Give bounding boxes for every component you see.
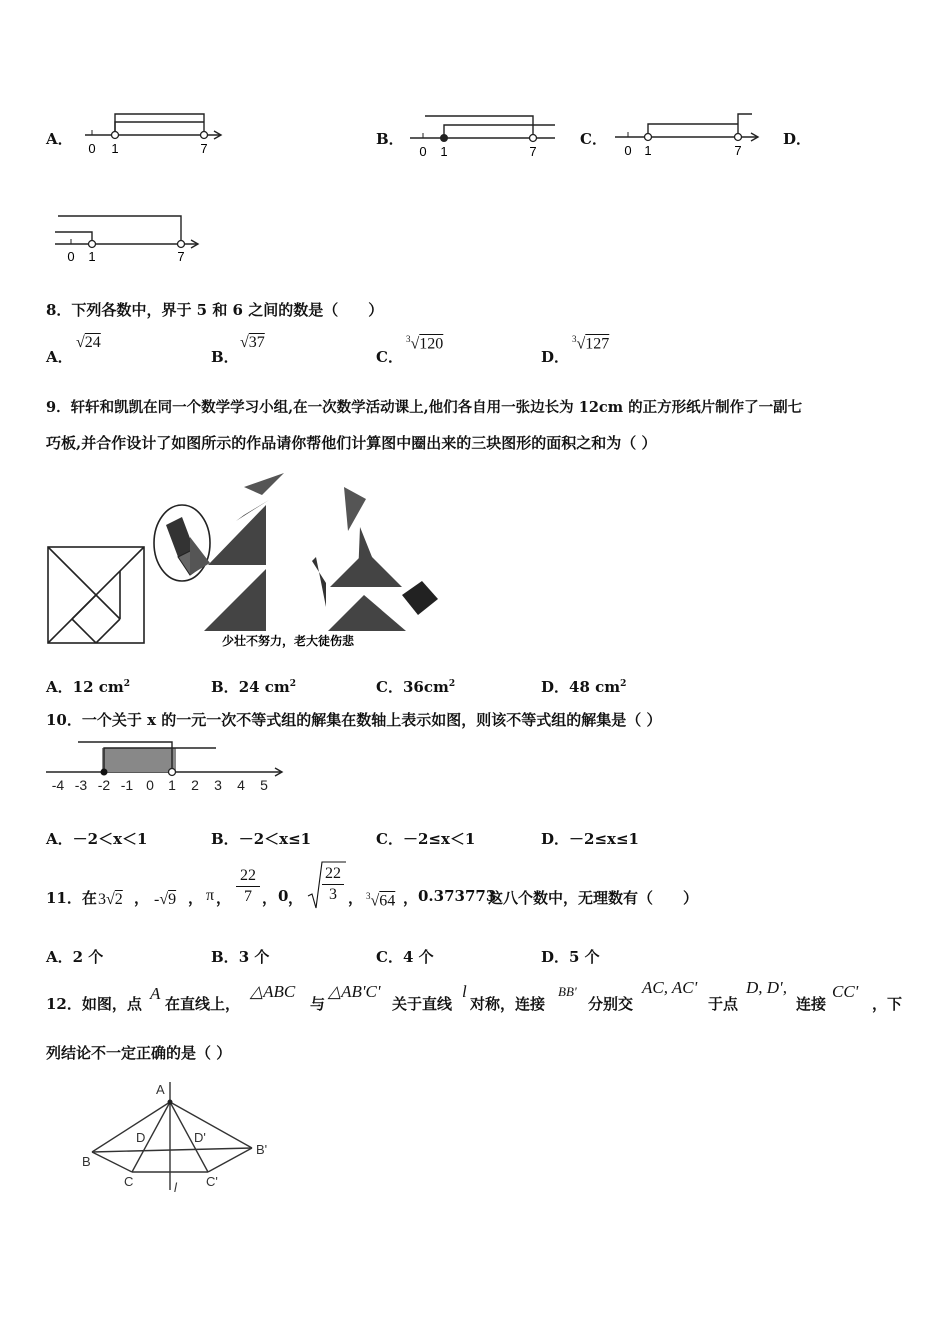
value: 24 cm xyxy=(238,678,290,696)
q7-option-d-numberline xyxy=(50,208,210,263)
tick: 2 xyxy=(191,777,199,793)
q11-fraction xyxy=(236,866,260,907)
root-index: 3 xyxy=(406,334,411,344)
separator: ， xyxy=(262,889,278,907)
q7-option-b-label[interactable]: B． xyxy=(376,130,404,148)
q12-t9: ，下 xyxy=(872,995,903,1013)
radicand: 120 xyxy=(419,335,444,353)
label: D． xyxy=(541,678,570,696)
label: B． xyxy=(211,678,239,696)
q7-option-c-label[interactable]: C． xyxy=(580,130,607,148)
sign: - xyxy=(154,891,160,908)
q8-option-d-value: $^3$√127 xyxy=(572,334,610,353)
label-c: C xyxy=(124,1174,134,1189)
tick: 1 xyxy=(168,777,176,793)
separator: ， xyxy=(216,889,232,907)
q11-neg-root-nine: -√9 xyxy=(154,891,177,908)
label: C． xyxy=(376,830,403,848)
denominator: 7 xyxy=(236,886,260,907)
q12-segment-bbp: BB' xyxy=(558,984,577,999)
tick-1: 1 xyxy=(88,249,96,264)
tick-0: 0 xyxy=(624,143,632,158)
label-bp: B' xyxy=(256,1142,268,1157)
q11-zero: 0 xyxy=(278,887,289,905)
tangram-square xyxy=(48,547,144,643)
radicand: 37 xyxy=(248,334,265,351)
value: －2≤x＜1 xyxy=(402,830,476,848)
q12-segment-ccp: CC' xyxy=(832,982,859,1001)
q8-option-c-label[interactable]: C． xyxy=(376,348,403,366)
q8-option-d-label[interactable]: D． xyxy=(541,348,570,366)
value: 36cm xyxy=(402,678,449,696)
separator: ， xyxy=(348,889,364,907)
q11-three-root-two: 3√2 xyxy=(98,891,123,908)
numerator: 22 xyxy=(325,865,341,882)
value: 4 个 xyxy=(402,948,434,966)
tick-1: 1 xyxy=(440,144,448,159)
tick-0: 0 xyxy=(419,144,427,159)
q7-option-a-numberline xyxy=(80,108,240,158)
piece-head xyxy=(244,473,284,495)
value: 3 个 xyxy=(238,948,270,966)
tick-1: 1 xyxy=(111,141,119,156)
tick: 5 xyxy=(260,777,268,793)
tick: -4 xyxy=(51,777,65,793)
label: C． xyxy=(376,948,403,966)
q9-caption: 少壮不努力，老大徒伤悲 xyxy=(222,634,355,648)
q12-t1: 12．如图，点 xyxy=(46,995,142,1013)
tick: -2 xyxy=(97,777,111,793)
q11-option-a[interactable] xyxy=(46,946,103,967)
piece-mid-right xyxy=(330,551,402,587)
solid-endpoint xyxy=(101,769,108,776)
q12-points-d: D, D', xyxy=(746,978,787,997)
q12-t7: 于点 xyxy=(708,995,739,1013)
q8-stem: 8．下列各数中，界于 5 和 6 之间的数是（ ） xyxy=(46,301,384,319)
q10-option-a[interactable] xyxy=(46,828,147,849)
tick: 0 xyxy=(146,777,154,793)
q12-t5: 对称，连接 xyxy=(470,995,546,1013)
label: B． xyxy=(211,948,239,966)
q9-option-c[interactable] xyxy=(376,676,455,697)
value: 48 cm xyxy=(569,678,621,696)
tick-7: 7 xyxy=(177,249,185,264)
q10-numberline xyxy=(44,736,294,796)
q12-t8: 连接 xyxy=(796,995,827,1013)
q7-option-d-label[interactable]: D． xyxy=(783,130,812,148)
q7-option-c-numberline xyxy=(610,108,770,158)
q11-decimal: 0.373773 xyxy=(418,887,497,905)
q12-t3: 与 xyxy=(310,995,326,1013)
radicand: 9 xyxy=(168,891,177,908)
piece-arm-right xyxy=(312,557,326,607)
q9-stem-line1: 9．轩轩和凯凯在同一个数学学习小组,在一次数学活动课上,他们各自用一张边长为 12cm 的正方形纸片制作了一副七 xyxy=(46,399,803,416)
q7-option-b-numberline xyxy=(405,108,565,158)
radicand: 24 xyxy=(84,334,101,351)
q9-tangram-figure xyxy=(44,465,444,655)
tick: -1 xyxy=(120,777,134,793)
separator: ， xyxy=(288,889,304,907)
coef: 3 xyxy=(98,891,106,908)
label-d: D xyxy=(136,1130,146,1145)
q12-t6: 分别交 xyxy=(588,995,634,1013)
q12-t2: 在直线上， xyxy=(165,995,241,1013)
piece-body-upper xyxy=(208,505,266,565)
tick-1: 1 xyxy=(644,143,652,158)
q10-stem: 10．一个关于 x 的一元一次不等式组的解集在数轴上表示如图，则该不等式组的解集是（ ） xyxy=(46,711,662,729)
tick: 3 xyxy=(214,777,222,793)
label-cp: C' xyxy=(206,1174,218,1189)
q8-option-a-value: √24 xyxy=(76,334,101,351)
label: D． xyxy=(541,948,570,966)
label: A． xyxy=(46,830,73,848)
q11-option-b[interactable] xyxy=(211,946,269,967)
value: －2＜x≤1 xyxy=(238,830,312,848)
q12-segments-ac: AC, AC' xyxy=(642,978,698,997)
q11-cube-root-64: $^3$√64 xyxy=(366,891,396,910)
label: A． xyxy=(46,948,73,966)
q11-suffix: 这八个数中，无理数有（ ） xyxy=(488,889,699,907)
label-l: l xyxy=(174,1180,177,1195)
sup: 2 xyxy=(448,679,456,689)
radicand: 2 xyxy=(114,891,123,908)
value: 5 个 xyxy=(569,948,600,966)
q10-option-b[interactable] xyxy=(211,828,311,849)
sup: 2 xyxy=(123,679,131,689)
root-index: 3 xyxy=(366,891,371,901)
q11-option-c[interactable] xyxy=(376,946,434,967)
tick-0: 0 xyxy=(67,249,75,264)
open-endpoint xyxy=(169,769,176,776)
q11-option-d[interactable] xyxy=(541,946,600,967)
label-b: B xyxy=(82,1154,91,1169)
piece-small-triangle xyxy=(190,537,210,575)
piece-head-right xyxy=(344,487,366,531)
value: 12 cm xyxy=(72,678,124,696)
radicand: 127 xyxy=(585,335,610,353)
tick: -3 xyxy=(74,777,88,793)
q8-option-b-label[interactable]: B． xyxy=(211,348,239,366)
q12-line-l: l xyxy=(462,982,467,1001)
q8-option-a-label[interactable]: A． xyxy=(46,348,73,366)
separator: ， xyxy=(134,889,150,907)
q9-option-a[interactable] xyxy=(46,676,130,697)
seg-bpcp xyxy=(208,1148,252,1172)
radicand: 64 xyxy=(379,892,396,910)
label: A． xyxy=(46,678,73,696)
numerator: 22 xyxy=(240,867,256,884)
piece-base-right xyxy=(328,595,406,631)
q11-sqrt-fraction xyxy=(306,860,346,910)
label: C． xyxy=(376,678,403,696)
sup: 2 xyxy=(620,679,627,689)
separator: ， xyxy=(403,889,419,907)
q11-prefix: 11．在 xyxy=(46,889,97,907)
seg-bbp xyxy=(92,1148,252,1152)
piece-square-right xyxy=(402,581,438,615)
q12-line2: 列结论不一定正确的是（ ） xyxy=(46,1044,232,1062)
separator: ， xyxy=(188,889,204,907)
q12-point-a: A xyxy=(150,984,161,1003)
tick-0: 0 xyxy=(88,141,96,156)
tick-7: 7 xyxy=(734,143,742,158)
tick-7: 7 xyxy=(529,144,537,159)
label-a: A xyxy=(156,1082,165,1097)
q10-option-c[interactable] xyxy=(376,828,475,849)
q8-option-b-value: √37 xyxy=(240,334,265,351)
seg-bc xyxy=(92,1152,132,1172)
q9-option-b[interactable] xyxy=(211,676,296,697)
label: B． xyxy=(211,830,239,848)
denominator: 3 xyxy=(322,884,344,905)
q8-option-c-value: $^3$√120 xyxy=(406,334,444,353)
q10-option-d[interactable] xyxy=(541,828,639,849)
seg-ab xyxy=(92,1102,170,1152)
q9-option-d[interactable] xyxy=(541,676,626,697)
shaded-region xyxy=(102,748,176,772)
tick-7: 7 xyxy=(200,141,208,156)
q12-triangle-abpcp: △AB'C' xyxy=(328,982,381,1001)
q12-triangle-abc: △ABC xyxy=(250,982,296,1001)
value: 2 个 xyxy=(72,948,104,966)
value: －2≤x≤1 xyxy=(569,830,639,848)
tick: 4 xyxy=(237,777,245,793)
q11-pi: π xyxy=(206,887,215,904)
label: D． xyxy=(541,830,570,848)
piece-body-lower xyxy=(204,569,266,631)
q12-t4: 关于直线 xyxy=(392,995,453,1013)
value: －2＜x＜1 xyxy=(72,830,148,848)
root-index: 3 xyxy=(572,334,577,344)
sup: 2 xyxy=(289,679,297,689)
label-dp: D' xyxy=(194,1130,206,1145)
q7-option-a-label[interactable]: A． xyxy=(46,130,73,148)
q12-geometry-figure xyxy=(80,1080,280,1200)
q9-stem-line2: 巧板,并合作设计了如图所示的作品请你帮他们计算图中圈出来的三块图形的面积之和为（ ） xyxy=(46,434,657,452)
